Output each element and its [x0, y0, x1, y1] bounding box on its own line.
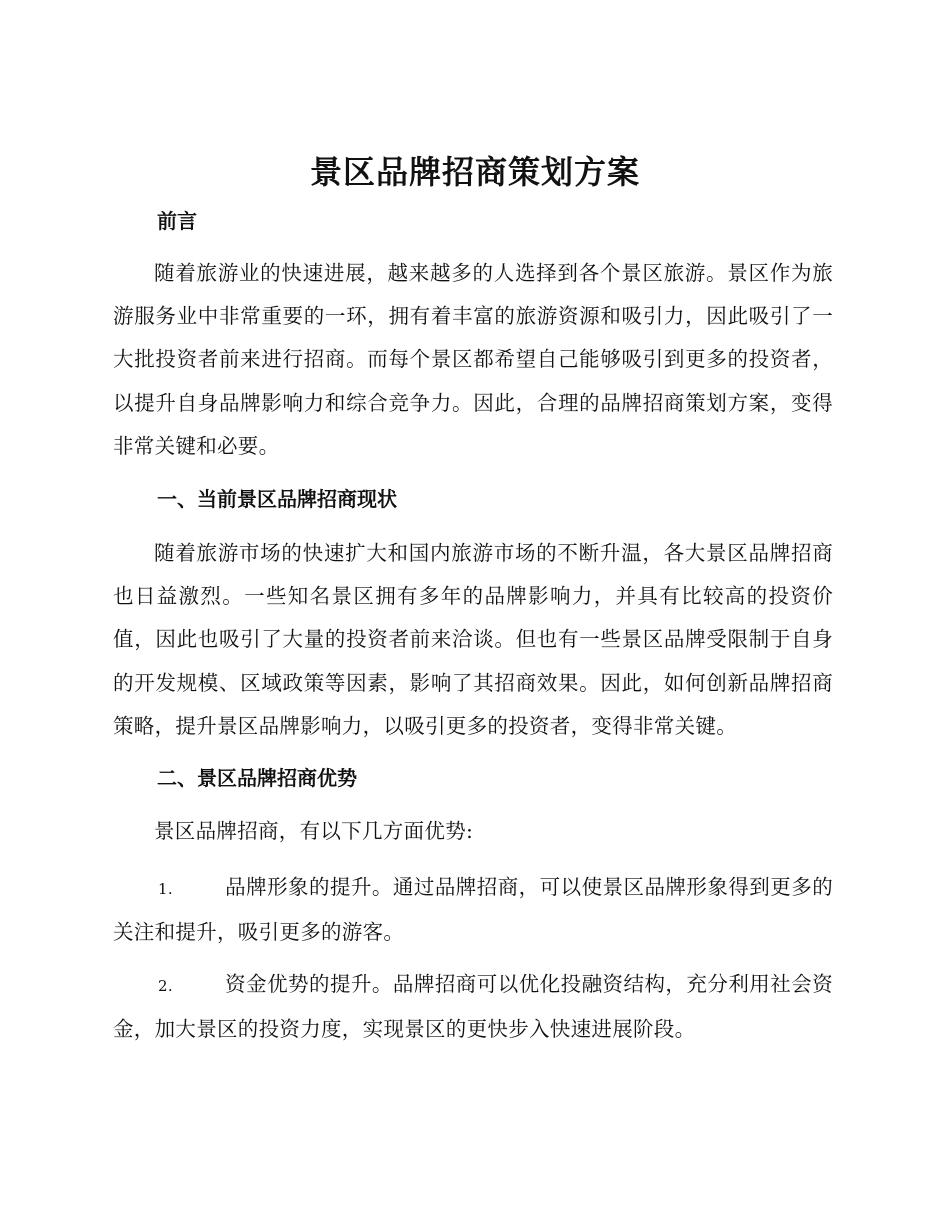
preface-paragraph: 随着旅游业的快速进展，越来越多的人选择到各个景区旅游。景区作为旅游服务业中非常重要的一环，拥有着丰富的旅游资源和吸引力，因此吸引了一大批投资者前来进行招商。而每个景区都希望自己能够吸引到更多的投资者，以提升自身品牌影响力和综合竞争力。因此，合理的品牌招商策划方案，变得非常关键和必要。: [113, 261, 833, 458]
list-item: [113, 963, 833, 1051]
section-heading-advantages: 二、景区品牌招商优势: [157, 766, 357, 790]
list-item-number: 1.: [158, 880, 173, 898]
list-item-text: 资金优势的提升。品牌招商可以优化投融资结构，充分利用社会资金，加大景区的投资力度，实现景区的更快步入快速进展阶段。: [113, 972, 833, 1042]
current-status-paragraph: 随着旅游市场的快速扩大和国内旅游市场的不断升温，各大景区品牌招商也日益激烈。一些知名景区拥有多年的品牌影响力，并具有比较高的投资价值，因此也吸引了大量的投资者前来洽谈。但也有一些景区品牌受限制于自身的开发规模、区域政策等因素，影响了其招商效果。因此，如何创新品牌招商策略，提升景区品牌影响力，以吸引更多的投资者，变得非常关键。: [113, 541, 833, 738]
advantages-intro: 景区品牌招商，有以下几方面优势:: [154, 819, 474, 843]
list-item-number: 2.: [158, 977, 173, 995]
list-item-text: 品牌形象的提升。通过品牌招商，可以使景区品牌形象得到更多的关注和提升，吸引更多的游客。: [113, 875, 833, 945]
section-heading-current-status: 一、当前景区品牌招商现状: [157, 487, 397, 511]
list-item: [113, 866, 833, 954]
section-heading-preface: 前言: [157, 209, 197, 233]
document-title: 景区品牌招商策划方案: [309, 153, 640, 191]
